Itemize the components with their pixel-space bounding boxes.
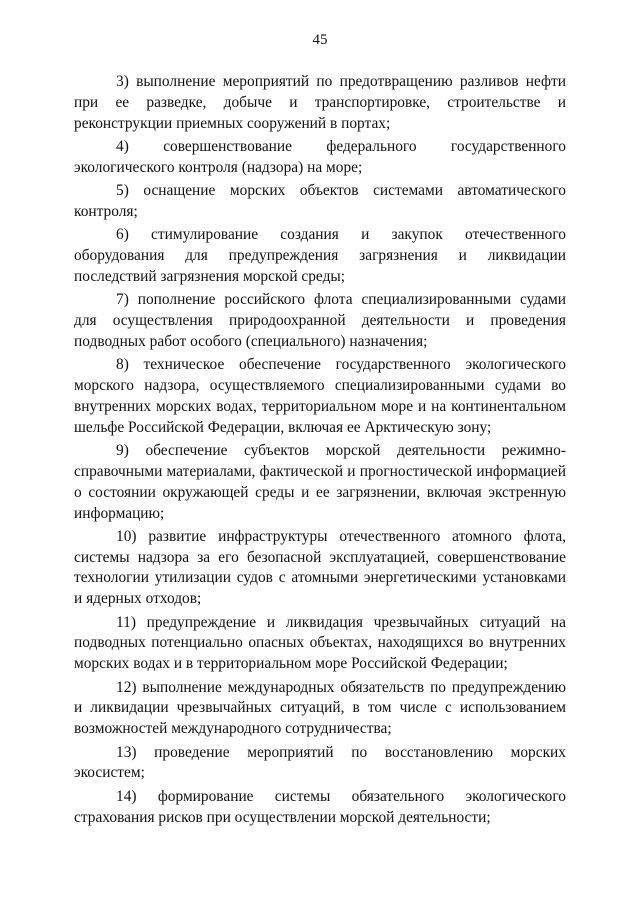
- list-item-9: 9) обеспечение субъектов морской деятельности режимно-справочными материалами, фактической и прогностической информацией о состоянии окружающей среды и ее загрязнении, включая экстренную информацию;: [74, 442, 566, 522]
- list-item-8: 8) техническое обеспечение государственного экологического морского надзора, осуществляемого специализированными судами во внутренних морских водах, территориальном море и на континентальном шельфе Российской Федерации, включая ее Арктическую зону;: [74, 356, 566, 436]
- list-item-13: 13) проведение мероприятий по восстановлению морских экосистем;: [74, 743, 566, 782]
- list-item-7: 7) пополнение российского флота специализированными судами для осуществления природоохранной деятельности и проведения подводных работ особого (специального) назначения;: [74, 291, 566, 350]
- list-item-11: 11) предупреждение и ликвидация чрезвычайных ситуаций на подводных потенциально опасных объектах, находящихся во внутренних морских водах и в территориальном море Российской Федерации;: [74, 613, 566, 673]
- list-item-3: 3) выполнение мероприятий по предотвращению разливов нефти при ее разведке, добыче и транспортировке, строительстве и реконструкции приемных сооружений в портах;: [74, 73, 566, 132]
- list-item-14: 14) формирование системы обязательного экологического страхования рисков при осуществлении морской деятельности;: [74, 787, 566, 826]
- list-item-10: 10) развитие инфраструктуры отечественного атомного флота, системы надзора за его безопасной эксплуатацией, совершенствование технологии утилизации судов с атомными энергетическими установками и ядерных отходов;: [74, 527, 566, 608]
- document-body: [74, 72, 566, 831]
- list-item-12: 12) выполнение международных обязательств по предупреждению и ликвидации чрезвычайных ситуаций, в том числе с использованием возможностей международного сотрудничества;: [74, 678, 566, 738]
- page-number: 45: [312, 32, 328, 48]
- list-item-5: 5) оснащение морских объектов системами автоматического контроля;: [74, 182, 566, 220]
- list-item-6: 6) стимулирование создания и закупок отечественного оборудования для предупреждения загрязнения и ликвидации последствий загрязнения морской среды;: [74, 226, 566, 285]
- list-item-4: 4) совершенствование федерального государственного экологического контроля (надзора) на море;: [74, 137, 566, 176]
